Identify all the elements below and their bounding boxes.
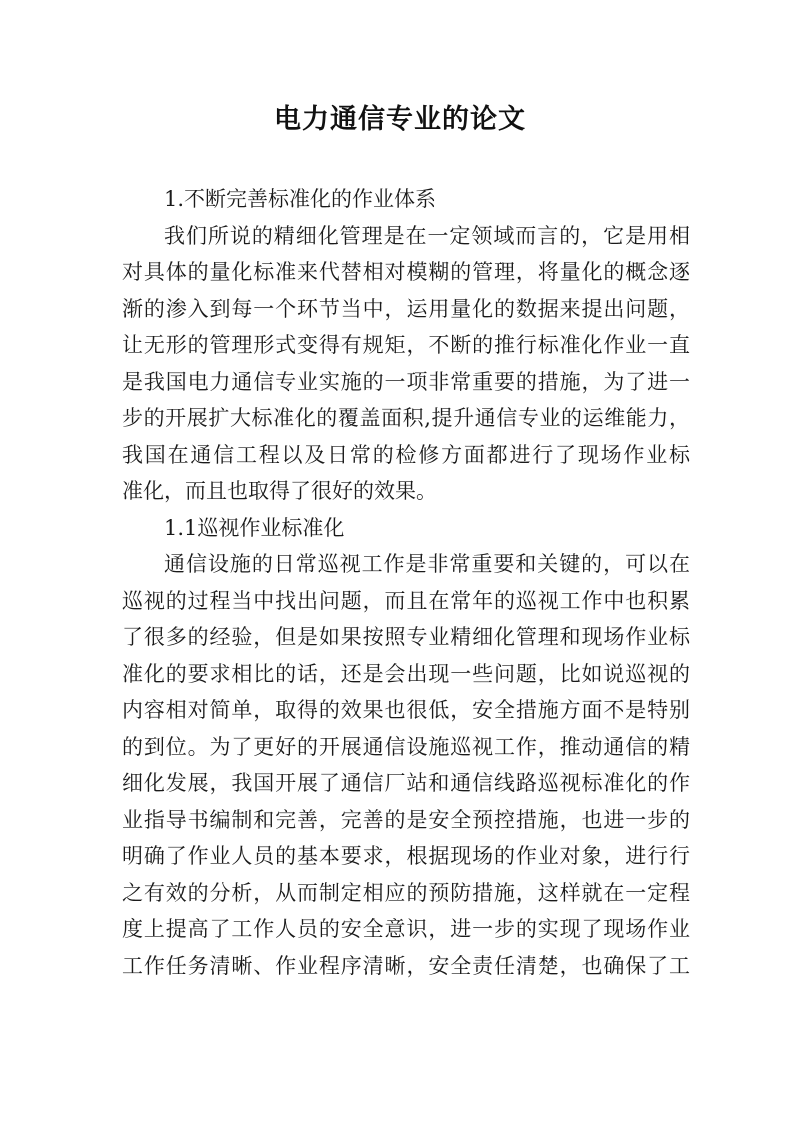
text-line: 巡视的过程当中找出问题，而且在常年的巡视工作中也积累 bbox=[122, 588, 690, 613]
text-line: 1.1巡视作业标准化 bbox=[164, 515, 345, 540]
text-line: 我国在通信工程以及日常的检修方面都进行了现场作业标 bbox=[122, 442, 690, 467]
text-line: 步的开展扩大标准化的覆盖面积,提升通信专业的运维能力， bbox=[122, 406, 690, 430]
text-line: 内容相对简单，取得的效果也很低，安全措施方面不是特别 bbox=[122, 698, 690, 722]
text-line: 1.不断完善标准化的作业体系 bbox=[164, 187, 437, 211]
text-line: 的到位。为了更好的开展通信设施巡视工作，推动通信的精 bbox=[122, 734, 690, 759]
text-line: 我们所说的精细化管理是在一定领域而言的，它是用相 bbox=[164, 223, 690, 248]
text-line: 是我国电力通信专业实施的一项非常重要的措施，为了进一 bbox=[122, 369, 690, 394]
text-line: 度上提高了工作人员的安全意识，进一步的实现了现场作业 bbox=[122, 917, 690, 941]
text-line: 工作任务清晰、作业程序清晰，安全责任清楚，也确保了工 bbox=[122, 953, 690, 978]
document-title: 电力通信专业的论文 bbox=[274, 104, 526, 135]
document-body bbox=[122, 181, 690, 984]
text-line: 之有效的分析，从而制定相应的预防措施，这样就在一定程 bbox=[122, 880, 690, 905]
text-line: 业指导书编制和完善，完善的是安全预控措施，也进一步的 bbox=[122, 807, 690, 832]
text-line: 让无形的管理形式变得有规矩，不断的推行标准化作业一直 bbox=[122, 333, 690, 357]
text-line: 明确了作业人员的基本要求，根据现场的作业对象，进行行 bbox=[122, 844, 690, 868]
text-line: 准化的要求相比的话，还是会出现一些问题，比如说巡视的 bbox=[122, 661, 690, 686]
text-line: 细化发展，我国开展了通信厂站和通信线路巡视标准化的作 bbox=[122, 771, 690, 795]
text-line: 渐的渗入到每一个环节当中，运用量化的数据来提出问题， bbox=[122, 296, 690, 321]
text-line: 准化，而且也取得了很好的效果。 bbox=[122, 479, 437, 503]
text-line: 对具体的量化标准来代替相对模糊的管理，将量化的概念逐 bbox=[122, 260, 690, 284]
text-line: 了很多的经验，但是如果按照专业精细化管理和现场作业标 bbox=[122, 625, 690, 649]
text-line: 通信设施的日常巡视工作是非常重要和关键的，可以在 bbox=[164, 552, 690, 576]
